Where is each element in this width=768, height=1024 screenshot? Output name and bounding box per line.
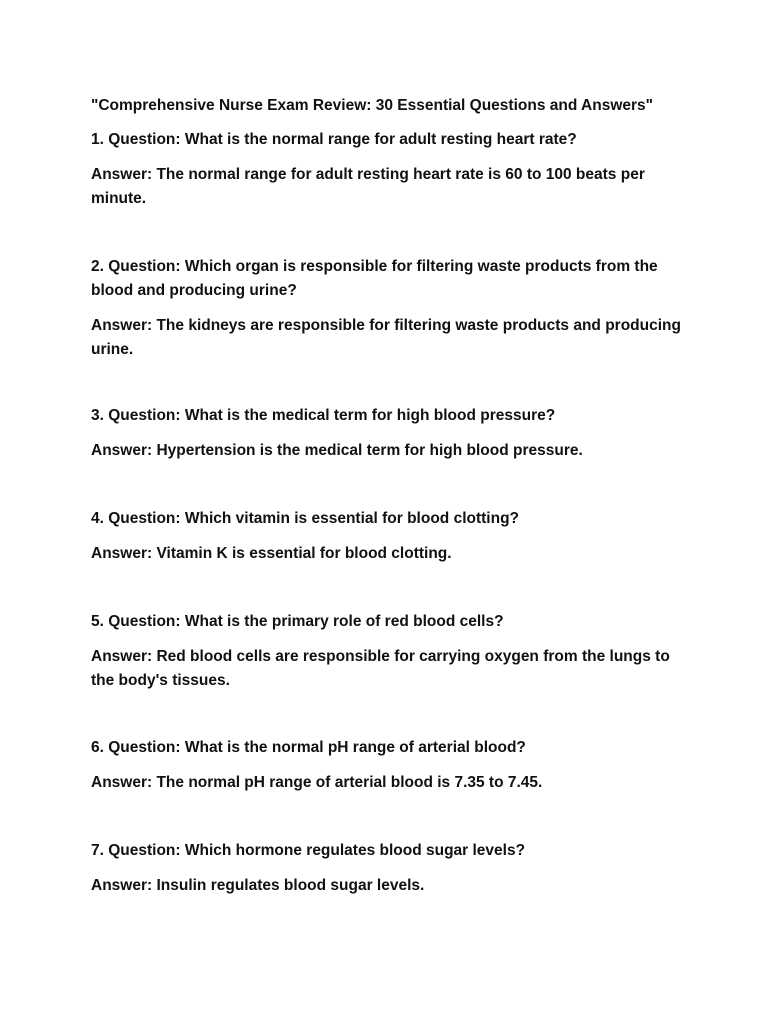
question-4: 4. Question: Which vitamin is essential for blood clotting? xyxy=(91,510,520,527)
qa-item-6 xyxy=(91,736,691,795)
answer-4: Answer: Vitamin K is essential for blood clotting. xyxy=(91,545,452,562)
question-3: 3. Question: What is the medical term for high blood pressure? xyxy=(91,407,556,424)
question-7: 7. Question: Which hormone regulates blood sugar levels? xyxy=(91,842,526,859)
qa-item-1 xyxy=(91,128,691,211)
question-2: 2. Question: Which organ is responsible for filtering waste products from the blood and producing urine? xyxy=(91,258,658,299)
answer-5: Answer: Red blood cells are responsible for carrying oxygen from the lungs to the body's tissues. xyxy=(91,648,670,689)
qa-item-5 xyxy=(91,610,691,693)
answer-2: Answer: The kidneys are responsible for filtering waste products and producing urine. xyxy=(91,317,681,358)
answer-6: Answer: The normal pH range of arterial blood is 7.35 to 7.45. xyxy=(91,774,543,791)
qa-item-7 xyxy=(91,839,691,898)
question-6: 6. Question: What is the normal pH range of arterial blood? xyxy=(91,739,526,756)
qa-item-2 xyxy=(91,255,691,362)
qa-item-3 xyxy=(91,404,691,463)
answer-1: Answer: The normal range for adult resting heart rate is 60 to 100 beats per minute. xyxy=(91,166,645,207)
question-1: 1. Question: What is the normal range for adult resting heart rate? xyxy=(91,131,577,148)
document-title: "Comprehensive Nurse Exam Review: 30 Essential Questions and Answers" xyxy=(91,97,653,114)
qa-item-4 xyxy=(91,507,691,566)
answer-3: Answer: Hypertension is the medical term for high blood pressure. xyxy=(91,442,583,459)
answer-7: Answer: Insulin regulates blood sugar levels. xyxy=(91,877,425,894)
question-5: 5. Question: What is the primary role of red blood cells? xyxy=(91,613,504,630)
